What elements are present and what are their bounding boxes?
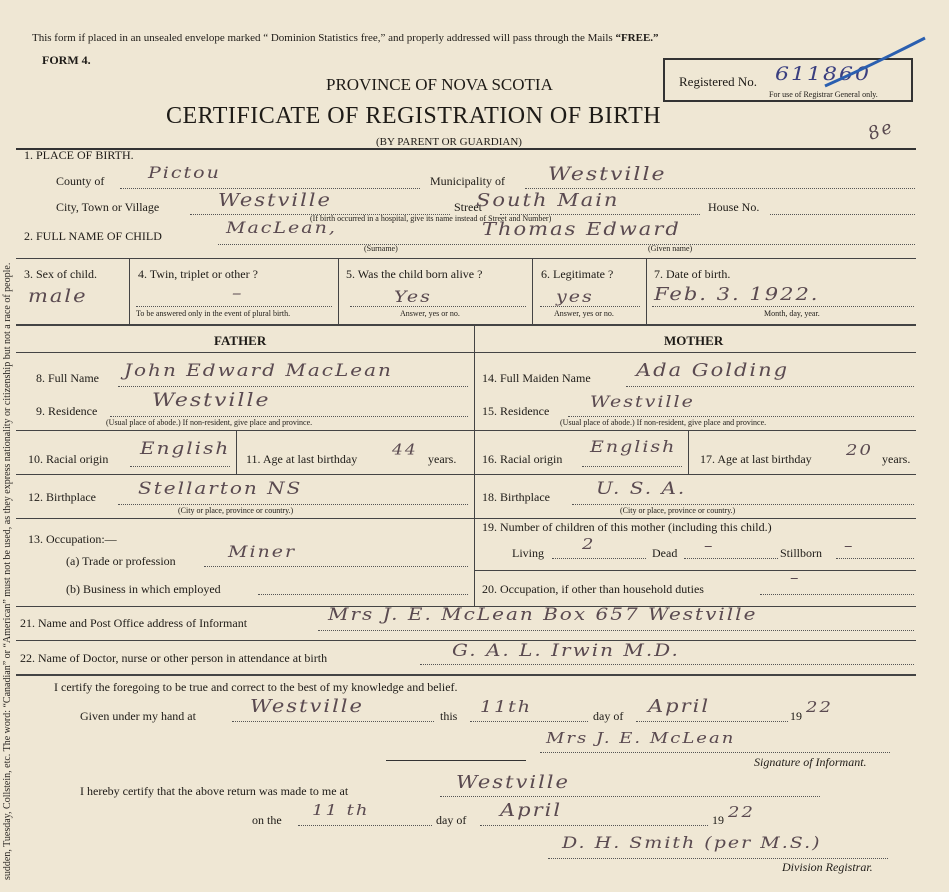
mother-racial-label: 16. Racial origin — [482, 452, 563, 466]
father-age-label: 11. Age at last birthday — [246, 452, 358, 466]
mother-birthplace-label: 18. Birthplace — [482, 490, 550, 504]
registrar-dayof-label: day of — [436, 813, 467, 827]
father-residence-note: (Usual place of abode.) If non-resident, give place and province. — [106, 418, 313, 427]
father-birthplace-note: (City or place, province or country.) — [178, 506, 294, 515]
living-label: Living — [512, 546, 544, 560]
informant-value: Mrs J. E. McLean Box 657 Westville — [328, 603, 758, 625]
registrar-on-label: on the — [252, 813, 282, 827]
province-heading: PROVINCE OF NOVA SCOTIA — [326, 75, 553, 94]
registrar-signature: D. H. Smith (per M.S.) — [562, 833, 822, 853]
registrar-month-value: April — [500, 799, 563, 821]
mother-racial-value: English — [590, 437, 677, 457]
sex-value: male — [28, 285, 88, 307]
father-business-label: (b) Business in which employed — [66, 582, 221, 596]
given-place-value: Westville — [250, 695, 364, 717]
municipality-value: Westville — [548, 163, 667, 186]
street-label: Street — [454, 200, 482, 214]
father-residence-value: Westville — [152, 389, 271, 412]
registrar-note: For use of Registrar General only. — [769, 90, 878, 99]
alive-note: Answer, yes or no. — [400, 309, 460, 318]
twin-value: – — [232, 283, 244, 303]
certify-statement: I certify the foregoing to be true and correct to the best of my knowledge and belief. — [54, 680, 458, 694]
legitimate-note: Answer, yes or no. — [554, 309, 614, 318]
given-day-value: 11th — [480, 697, 533, 717]
father-age-value: 44 — [392, 441, 418, 459]
given-label: Given under my hand at — [80, 709, 196, 723]
surname-caption: (Surname) — [364, 244, 398, 253]
legitimate-label: 6. Legitimate ? — [541, 267, 614, 281]
twin-note: To be answered only in the event of plural birth. — [136, 309, 291, 318]
registrar-signature-caption: Division Registrar. — [782, 860, 873, 874]
father-occupation-label: 13. Occupation:— — [28, 532, 117, 546]
mother-residence-value: Westville — [590, 392, 695, 412]
municipality-label: Municipality of — [430, 174, 505, 188]
child-surname: MacLean, — [226, 218, 337, 238]
father-residence-label: 9. Residence — [36, 404, 98, 418]
house-label: House No. — [708, 200, 760, 214]
informant-signature: Mrs J. E. McLean — [546, 729, 736, 748]
sex-label: 3. Sex of child. — [24, 267, 97, 281]
place-section-label: 1. PLACE OF BIRTH. — [24, 148, 134, 162]
father-trade-label: (a) Trade or profession — [66, 554, 176, 568]
given-month-value: April — [648, 695, 711, 717]
mother-heading: MOTHER — [664, 333, 724, 348]
father-trade-value: Miner — [228, 542, 297, 562]
given-year-value: 22 — [806, 698, 833, 717]
county-value: Pictou — [148, 163, 221, 183]
street-value: South Main — [476, 189, 620, 211]
margin-note: sudden, Tuesday, Collstein, etc. The word: “Canadian” or “American” must not be used, as they express nationality or citizenship but not a race of people. — [2, 262, 13, 880]
corner-mark: 8e — [865, 116, 897, 145]
doctor-label: 22. Name of Doctor, nurse or other person in attendance at birth — [20, 651, 328, 665]
given-this-label: this — [440, 709, 458, 723]
informant-label: 21. Name and Post Office address of Informant — [20, 616, 248, 630]
child-name-label: 2. FULL NAME OF CHILD — [24, 229, 162, 243]
county-label: County of — [56, 174, 105, 188]
father-birthplace-label: 12. Birthplace — [28, 490, 96, 504]
living-value: 2 — [582, 535, 596, 554]
mother-children-label: 19. Number of children of this mother (including this child.) — [482, 520, 772, 534]
page-title: CERTIFICATE OF REGISTRATION OF BIRTH — [166, 103, 662, 129]
father-birthplace-value: Stellarton NS — [138, 477, 303, 499]
hospital-note: (If birth occurred in a hospital, give its name instead of Street and Number) — [310, 214, 552, 223]
mother-occupation-label: 20. Occupation, if other than household duties — [482, 582, 704, 596]
registrar-day-value: 11 th — [312, 801, 370, 820]
dead-value: – — [704, 537, 715, 555]
form-top-rule — [16, 148, 916, 150]
father-name-label: 8. Full Name — [36, 371, 99, 385]
mother-age-unit: years. — [882, 452, 911, 466]
stillborn-label: Stillborn — [780, 546, 823, 560]
mother-residence-note: (Usual place of abode.) If non-resident, give place and province. — [560, 418, 767, 427]
dob-value: Feb. 3. 1922. — [654, 283, 820, 305]
stillborn-value: – — [844, 537, 855, 555]
informant-signature-caption: Signature of Informant. — [754, 755, 867, 769]
alive-value: Yes — [394, 287, 432, 307]
child-given-name: Thomas Edward — [482, 218, 681, 240]
father-racial-label: 10. Racial origin — [28, 452, 109, 466]
registered-label: Registered No. — [679, 74, 757, 89]
alive-label: 5. Was the child born alive ? — [346, 267, 483, 281]
mother-residence-label: 15. Residence — [482, 404, 550, 418]
mother-birthplace-note: (City or place, province or country.) — [620, 506, 736, 515]
mother-name-label: 14. Full Maiden Name — [482, 371, 591, 385]
mother-age-label: 17. Age at last birthday — [700, 452, 812, 466]
dob-label: 7. Date of birth. — [654, 267, 731, 281]
given-caption: (Given name) — [648, 244, 693, 253]
city-value: Westville — [218, 189, 332, 211]
city-label: City, Town or Village — [56, 200, 160, 214]
mother-occupation-value: – — [790, 569, 801, 587]
given-dayof-label: day of — [593, 709, 624, 723]
mail-notice: This form if placed in an unsealed envelope marked “ Dominion Statistics free,” and properly addressed will pass through the Mails “FREE.” — [32, 32, 659, 44]
registrar-statement: I hereby certify that the above return was made to me at — [80, 784, 349, 798]
mother-name-value: Ada Golding — [636, 359, 790, 381]
registrar-year-prefix: 19 — [712, 813, 724, 827]
legitimate-value: yes — [556, 287, 594, 307]
form-number: FORM 4. — [42, 53, 91, 67]
twin-label: 4. Twin, triplet or other ? — [138, 267, 258, 281]
father-racial-value: English — [140, 437, 231, 459]
dead-label: Dead — [652, 546, 678, 560]
dob-note: Month, day, year. — [764, 309, 820, 318]
mother-age-value: 20 — [846, 441, 873, 460]
registered-value: 611860 — [775, 63, 871, 86]
registrar-place-value: Westville — [456, 771, 570, 793]
father-heading: FATHER — [214, 333, 267, 348]
page-subtitle: (BY PARENT OR GUARDIAN) — [376, 136, 522, 148]
registrar-year-value: 22 — [728, 803, 755, 822]
father-age-unit: years. — [428, 452, 457, 466]
father-name-value: John Edward MacLean — [124, 359, 393, 381]
doctor-value: G. A. L. Irwin M.D. — [452, 639, 680, 661]
blue-pencil-mark — [820, 36, 930, 96]
given-year-prefix: 19 — [790, 709, 802, 723]
mother-birthplace-value: U. S. A. — [596, 477, 687, 499]
